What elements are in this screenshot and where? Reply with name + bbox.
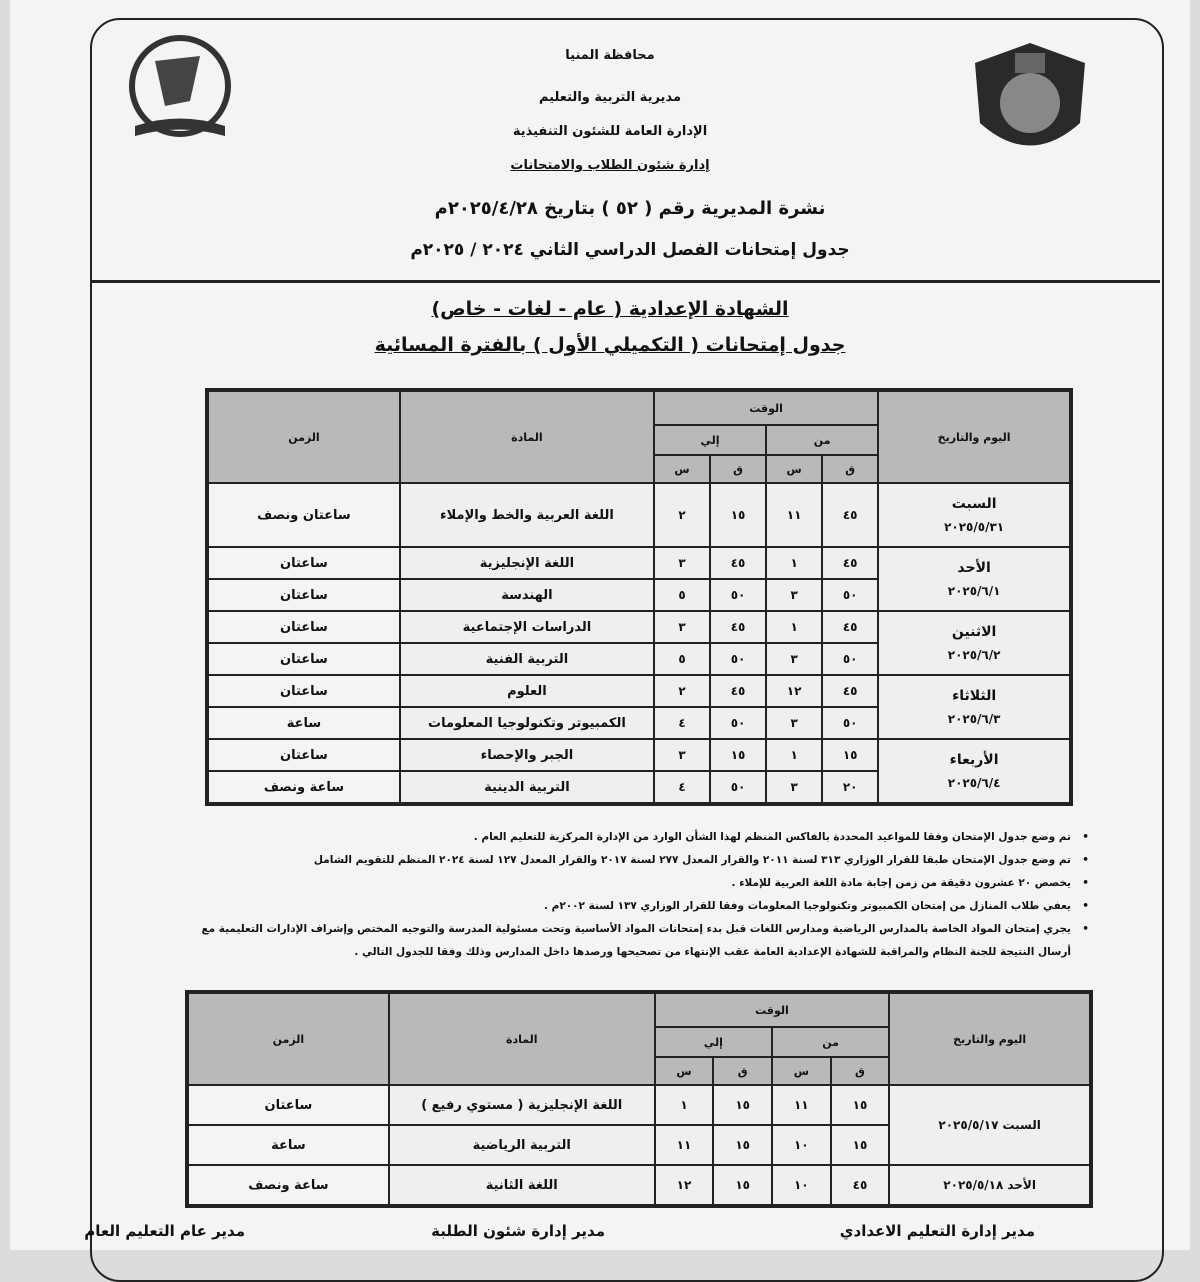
day-date-cell (878, 675, 1071, 739)
to-hour-cell: ١٢ (655, 1165, 714, 1206)
from-hour-cell: ١١ (766, 483, 822, 547)
duration-cell: ساعتان (207, 643, 400, 675)
from-hour-cell: ١٠ (772, 1125, 831, 1165)
exam-date: ٢٠٢٥/٥/٣١ (944, 520, 1005, 534)
header-from: من (766, 425, 878, 455)
to-hour-cell: ٣ (654, 739, 710, 771)
header-hour: س (766, 455, 822, 483)
to-min-cell: ١٥ (710, 483, 766, 547)
table-row (207, 611, 1071, 643)
from-hour-cell: ١ (766, 611, 822, 643)
header-time: الوقت (654, 390, 878, 425)
from-min-cell: ٥٠ (822, 643, 878, 675)
from-min-cell: ٤٥ (822, 611, 878, 643)
from-min-cell: ١٥ (831, 1125, 890, 1165)
notes-list (185, 826, 1095, 964)
header-subject: المادة (389, 992, 655, 1085)
to-min-cell: ٥٠ (710, 579, 766, 611)
subject-cell: اللغة الإنجليزية (400, 547, 654, 579)
subject-cell: اللغة العربية والخط والإملاء (400, 483, 654, 547)
governorate-name: محافظة المنيا (565, 48, 655, 63)
signature-prep-education-director: مدير إدارة التعليم الاعدادي (839, 1222, 1035, 1240)
duration-cell: ساعتان (207, 675, 400, 707)
table-row (207, 547, 1071, 579)
exam-schedule-table (205, 388, 1073, 806)
exam-date: ٢٠٢٥/٥/١٧ (938, 1118, 999, 1132)
to-min-cell: ٤٥ (710, 675, 766, 707)
day-date-cell (889, 1165, 1091, 1206)
header-minute: ق (713, 1057, 772, 1085)
to-min-cell: ١٥ (710, 739, 766, 771)
subject-cell: التربية الرياضية (389, 1125, 655, 1165)
from-hour-cell: ١٠ (772, 1165, 831, 1206)
header-from: من (772, 1027, 889, 1057)
header-row (207, 390, 1071, 425)
signature-general-education-director: مدير عام التعليم العام (84, 1222, 245, 1240)
from-min-cell: ٤٥ (822, 483, 878, 547)
duration-cell: ساعتان ونصف (207, 483, 400, 547)
duration-cell: ساعة ونصف (207, 771, 400, 804)
day-name: السبت (951, 496, 997, 512)
general-admin-name: الإدارة العامة للشئون التنفيذية (512, 124, 708, 139)
subject-cell: الدراسات الإجتماعية (400, 611, 654, 643)
note-item: • يخصص ٢٠ عشرون دقيقة من زمن إجابة مادة اللغة العربية للإملاء . (185, 872, 1095, 895)
schedule-title: جدول إمتحانات الفصل الدراسي الثاني ٢٠٢٤ / ٢٠٢٥م (410, 240, 850, 260)
header-duration: الزمن (207, 390, 400, 483)
day-date-cell (889, 1085, 1091, 1165)
from-hour-cell: ٣ (766, 579, 822, 611)
from-min-cell: ٥٠ (822, 579, 878, 611)
to-min-cell: ٥٠ (710, 643, 766, 675)
header-time: الوقت (655, 992, 890, 1027)
from-min-cell: ٢٠ (822, 771, 878, 804)
to-hour-cell: ٢ (654, 483, 710, 547)
day-name: الاثنين (951, 624, 997, 640)
header-row (187, 992, 1091, 1027)
to-hour-cell: ١١ (655, 1125, 714, 1165)
section-title: الشهادة الإعدادية ( عام - لغات - خاص) (431, 298, 789, 320)
header-day-date: اليوم والتاريخ (889, 992, 1091, 1085)
signature-student-affairs-director: مدير إدارة شئون الطلبة (431, 1222, 605, 1240)
subject-cell: الهندسة (400, 579, 654, 611)
subject-cell: اللغة الثانية (389, 1165, 655, 1206)
to-min-cell: ٥٠ (710, 707, 766, 739)
duration-cell: ساعتان (207, 611, 400, 643)
day-date-cell (878, 547, 1071, 611)
to-min-cell: ٥٠ (710, 771, 766, 804)
table-row (187, 1085, 1091, 1125)
directorate-name: مديرية التربية والتعليم (538, 90, 682, 105)
duration-cell: ساعتان (207, 547, 400, 579)
from-min-cell: ٥٠ (822, 707, 878, 739)
duration-cell: ساعتان (187, 1085, 389, 1125)
from-hour-cell: ٣ (766, 643, 822, 675)
duration-cell: ساعة ونصف (187, 1165, 389, 1206)
note-item: • تم وضع جدول الإمتحان طبقا للقرار الوزاري ٣١٣ لسنة ٢٠١١ والقرار المعدل ٢٧٧ لسنة ٢٠١٧ والقرار المعدل ١٢٧ لسنة ٢٠٢٤ المنظم للتقويم الشامل (185, 849, 1095, 872)
exam-date: ٢٠٢٥/٦/٢ (947, 648, 1001, 662)
to-min-cell: ١٥ (713, 1085, 772, 1125)
governorate-emblem-icon (965, 40, 1095, 165)
to-hour-cell: ٤ (654, 707, 710, 739)
from-min-cell: ١٥ (822, 739, 878, 771)
exam-date: ٢٠٢٥/٦/١ (947, 584, 1001, 598)
to-hour-cell: ١ (655, 1085, 714, 1125)
day-name: السبت (1002, 1118, 1041, 1132)
table-row (207, 483, 1071, 547)
day-name: الأحد (957, 560, 991, 576)
header-hour: س (655, 1057, 714, 1085)
to-min-cell: ٤٥ (710, 547, 766, 579)
table-row (207, 675, 1071, 707)
day-date-cell (878, 483, 1071, 547)
duration-cell: ساعة (187, 1125, 389, 1165)
day-name: الثلاثاء (952, 688, 997, 704)
bulletin-line: نشرة المديرية رقم ( ٥٢ ) بتاريخ ٢٠٢٥/٤/٢٨م (434, 198, 826, 219)
department-name: إدارة شئون الطلاب والامتحانات (510, 158, 710, 173)
section-subtitle: جدول إمتحانات ( التكميلي الأول ) بالفترة المسائية (374, 334, 846, 356)
subject-cell: التربية الفنية (400, 643, 654, 675)
subject-cell: الكمبيوتر وتكنولوجيا المعلومات (400, 707, 654, 739)
header-day-date: اليوم والتاريخ (878, 390, 1071, 483)
from-min-cell: ١٥ (831, 1085, 890, 1125)
header-to: إلي (654, 425, 766, 455)
day-date-cell (878, 611, 1071, 675)
to-hour-cell: ٤ (654, 771, 710, 804)
from-hour-cell: ١٢ (766, 675, 822, 707)
note-item: • يجري إمتحان المواد الخاصة بالمدارس الرياضية ومدارس اللغات قبل بدء إمتحانات المواد الأساسية وتحت مسئولية المدرسة والتوجيه المختص وإشراف الإدارات التعليمية مع أرسال النتيجة للجنة النظام والمراقبة للشهادة الإعدادية العامة عقب الإنتهاء من تصحيحها ورصدها داخل المدارس وذلك وفقا للجدول التالي . (185, 918, 1095, 964)
from-hour-cell: ٣ (766, 707, 822, 739)
from-hour-cell: ١ (766, 739, 822, 771)
from-hour-cell: ٣ (766, 771, 822, 804)
from-min-cell: ٤٥ (822, 547, 878, 579)
from-min-cell: ٤٥ (831, 1165, 890, 1206)
note-item: • تم وضع جدول الإمتحان وفقا للمواعيد المحددة بالفاكس المنظم لهذا الشأن الوارد من الإدارة المركزية للتعليم العام . (185, 826, 1095, 849)
header-subject: المادة (400, 390, 654, 483)
from-hour-cell: ١١ (772, 1085, 831, 1125)
education-logo-icon (115, 28, 245, 153)
special-subjects-table (185, 990, 1093, 1208)
duration-cell: ساعتان (207, 579, 400, 611)
duration-cell: ساعة (207, 707, 400, 739)
table-row (187, 1165, 1091, 1206)
to-min-cell: ١٥ (713, 1165, 772, 1206)
day-name: الأحد (1007, 1178, 1036, 1192)
to-hour-cell: ٥ (654, 643, 710, 675)
header-duration: الزمن (187, 992, 389, 1085)
to-hour-cell: ٢ (654, 675, 710, 707)
header-hour: س (772, 1057, 831, 1085)
to-hour-cell: ٣ (654, 611, 710, 643)
note-item: • يعفي طلاب المنازل من إمتحان الكمبيوتر وتكنولوجيا المعلومات وفقا للقرار الوزاري ١٣٧ لسنة ٢٠٠٢م . (185, 895, 1095, 918)
subject-cell: اللغة الإنجليزية ( مستوي رفيع ) (389, 1085, 655, 1125)
header-to: إلي (655, 1027, 772, 1057)
header-hour: س (654, 455, 710, 483)
subject-cell: الجبر والإحصاء (400, 739, 654, 771)
duration-cell: ساعتان (207, 739, 400, 771)
exam-date: ٢٠٢٥/٥/١٨ (943, 1178, 1004, 1192)
exam-date: ٢٠٢٥/٦/٣ (947, 712, 1001, 726)
header-minute: ق (822, 455, 878, 483)
to-min-cell: ٤٥ (710, 611, 766, 643)
table-row (207, 739, 1071, 771)
divider (90, 280, 1160, 283)
from-min-cell: ٤٥ (822, 675, 878, 707)
subject-cell: العلوم (400, 675, 654, 707)
to-min-cell: ١٥ (713, 1125, 772, 1165)
day-name: الأربعاء (949, 752, 999, 768)
document-page (10, 0, 1190, 1250)
subject-cell: التربية الدينية (400, 771, 654, 804)
exam-date: ٢٠٢٥/٦/٤ (947, 776, 1001, 790)
to-hour-cell: ٣ (654, 547, 710, 579)
header-minute: ق (710, 455, 766, 483)
from-hour-cell: ١ (766, 547, 822, 579)
day-date-cell (878, 739, 1071, 804)
header-minute: ق (831, 1057, 890, 1085)
to-hour-cell: ٥ (654, 579, 710, 611)
